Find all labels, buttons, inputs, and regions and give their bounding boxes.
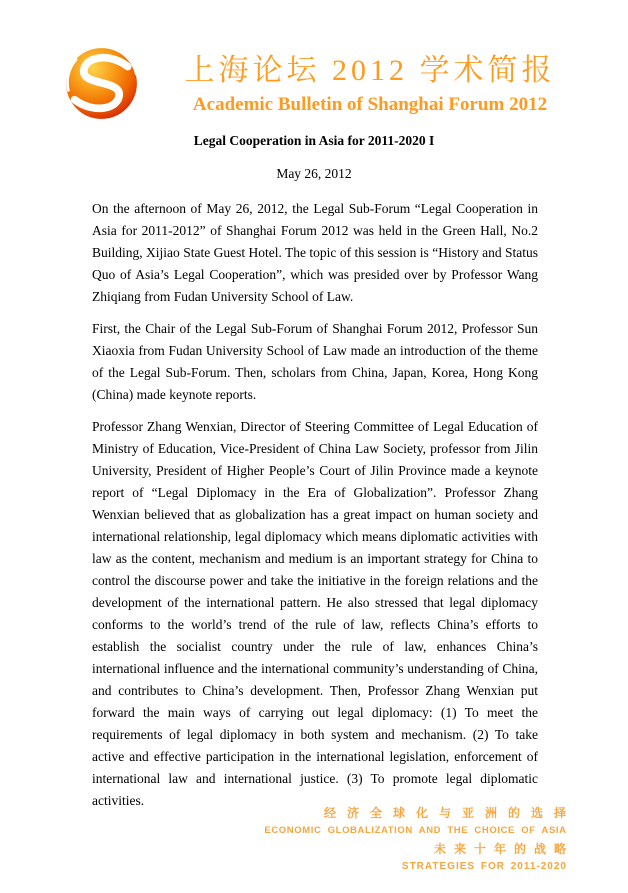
footer-slogan-english-2: STRATEGIES FOR 2011-2020 — [401, 861, 567, 872]
shanghai-forum-logo — [63, 45, 140, 122]
bulletin-header — [148, 54, 592, 116]
logo-s-swirl-icon — [63, 45, 140, 122]
bulletin-title-chinese: 上海论坛 2012 学术简报 — [184, 54, 556, 87]
forum-slogan-footer — [264, 804, 577, 876]
article-body — [92, 198, 538, 822]
footer-slogan-chinese-2: 未来十年的战略 — [433, 842, 574, 856]
footer-slogan-chinese-1: 经济全球化与亚洲的选择 — [323, 806, 577, 820]
paragraph-1: On the afternoon of May 26, 2012, the Legal Sub-Forum “Legal Cooperation in Asia for 2011-2012” of Shanghai Forum 2012 was held in the Green Hall, No.2 Building, Xijiao State Guest Hotel. The topic of this session is “History and Status Quo of Asia’s Legal Cooperation”, which was presided over by Professor Wang Zhiqiang from Fudan University School of Law. — [92, 201, 538, 304]
article-title: Legal Cooperation in Asia for 2011-2020 I — [193, 133, 435, 148]
footer-slogan-english-1: ECONOMIC GLOBALIZATION AND THE CHOICE OF ASIA — [264, 825, 567, 836]
bulletin-title-english: Academic Bulletin of Shanghai Forum 2012 — [192, 94, 548, 115]
article-date: May 26, 2012 — [276, 166, 352, 181]
paragraph-3: Professor Zhang Wenxian, Director of Steering Committee of Legal Education of Ministry of Education, Vice-President of China Law Society, professor from Jilin University, President of Higher People’s Court of Jilin Province made a keynote report of “Legal Diplomacy in the Era of Globalization”. Professor Zhang Wenxian believed that as globalization has a great impact on human society and international relationship, legal diplomacy which means diplomatic activities with law as the content, mechanism and medium is an important strategy for China to control the discourse power and take the initiative in the foreign relations and the development of the international pattern. He also stressed that legal diplomacy conforms to the world’s trend of the rule of law, reflects China’s efforts to establish the socialist country under the rule of law, enhances China’s international influence and the international community’s understanding of China, and contributes to China’s development. Then, Professor Zhang Wenxian put forward the main ways of carrying out legal diplomacy: (1) To meet the requirements of legal diplomacy in both system and mechanism. (2) To take active and effective participation in the international legislation, enforcement of international law and international justice. (3) To promote legal diplomatic activities. — [92, 419, 538, 808]
paragraph-2: First, the Chair of the Legal Sub-Forum of Shanghai Forum 2012, Professor Sun Xiaoxia from Fudan University School of Law made an introduction of the theme of the Legal Sub-Forum. Then, scholars from China, Japan, Korea, Hong Kong (China) made keynote reports. — [92, 321, 538, 402]
